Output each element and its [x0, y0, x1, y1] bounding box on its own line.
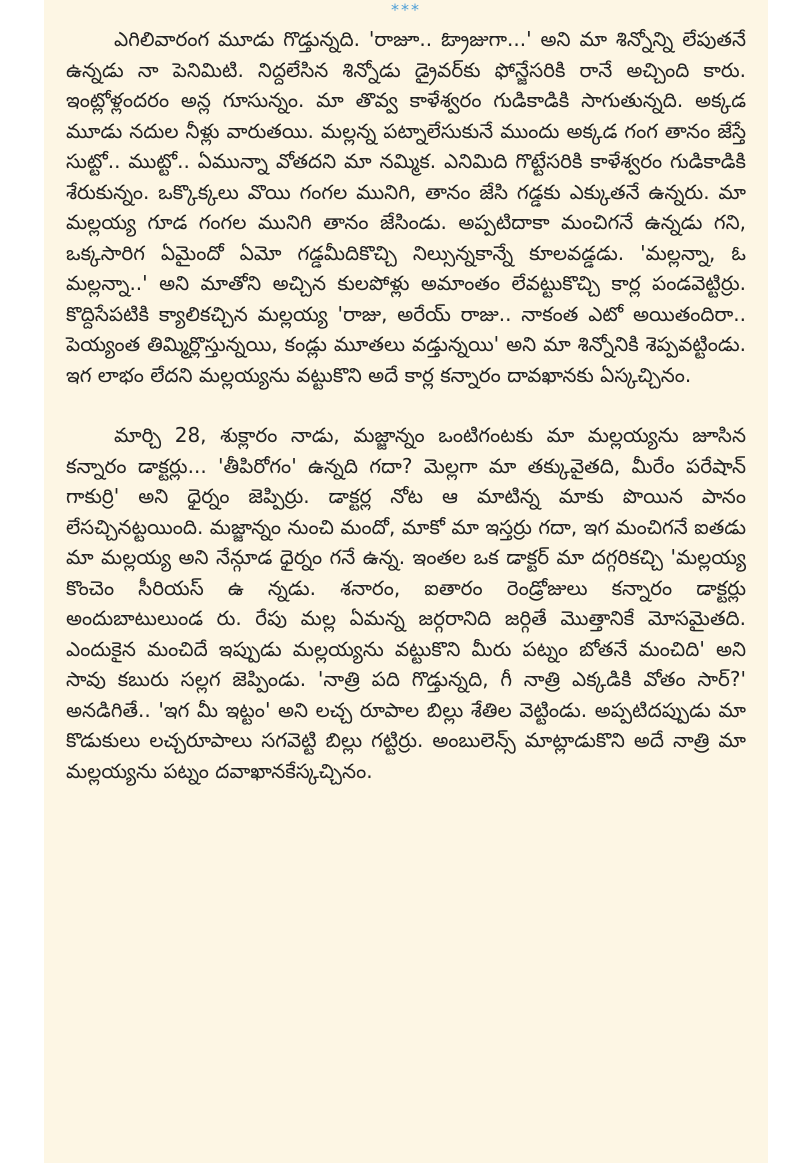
article-page [44, 0, 768, 1163]
paragraph-kaleshwaram: ఎగిలివారంగ మూడు గొడ్తున్నది. 'రాజూ.. ఓ్రాజుగా...' అని మా శిన్నోన్ని లేపుతనే ఉన్నడు నా పెనిమిటి. నిద్దలేసిన శిన్నోడు డ్రైవర్‌కు ఫోన్జేసరికి రానే అచ్చింది కారు. ఇంట్లోళ్లందరం అన్ల గూసున్నం. మా తొవ్వ కాళేశ్వరం గుడికాడికి సాగుతున్నది. అక్కడ మూడు నదుల నీళ్లు వారుతయి. మల్లన్న పట్నాలేసుకునే ముందు అక్కడ గంగ తానం జేస్తే సుట్టో.. ముట్టో.. ఏమున్నా వోతదని మా నమ్మిక. ఎనిమిది గొట్టేసరికి కాళేశ్వరం గుడికాడికి శేరుకున్నం. ఒక్కొక్కలు వొయి గంగల మునిగి, తానం జేసి గడ్డకు ఎక్కుతనే ఉన్నరు. మా మల్లయ్య గూడ గంగల మునిగి తానం జేసిండు. అప్పటిదాకా మంచిగనే ఉన్నడు గని, ఒక్కసారిగ ఏమైందో ఏమో గడ్డమీదికొచ్చి నిల్సున్నకాన్నే కూలవడ్డడు. 'మల్లన్నా, ఓ మల్లన్నా..' అని మాతోని అచ్చిన కులపోళ్లు అమాంతం లేవట్టుకొచ్చి కార్ల పండవెట్టిర్రు. కొద్దిసేపటికి క్యాలికచ్చిన మల్లయ్య 'రాజు, అరేయ్ రాజు.. నాకంత ఎటో అయితందిరా.. పెయ్యంత తిమ్మిర్లొస్తున్నయి, కండ్లు మూతలు వడ్తున్నయి' అని మా శిన్నోనికి శెప్పవట్టిండు. ఇగ లాభం లేదని మల్లయ్యను వట్టుకొని అదే కార్ల కన్నారం దావఖానకు ఏస్కచ్చినం. [66, 27, 746, 387]
section-break-ornament: *** [391, 0, 421, 19]
paragraph-hospital: మార్చి 28, శుక్లారం నాడు, మజ్జాన్నం ఒంటిగంటకు మా మల్లయ్యను జూసిన కన్నారం డాక్టర్లు... 'తీపిరోగం' ఉన్నది గదా? మెల్లగా మా తక్కువైతది, మీరేం పరేషాన్ గాకుర్రి' అని ధైర్నం జెప్పిర్రు. డాక్టర్ల నోట ఆ మాటిన్న మాకు పొయిన పానం లేసచ్చినట్టయింది. మజ్జాన్నం నుంచి మందో, మాకో మా ఇస్తర్రు గదా, ఇగ మంచిగనే ఐతడు మా మల్లయ్య అని నేన్గూడ ధైర్నం గనే ఉన్న. ఇంతల ఒక డాక్టర్ మా దగ్గరికచ్చి 'మల్లయ్య కొంచెం సీరియస్ ఉ న్నడు. శనారం, ఐతారం రెండ్రోజులు కన్నారం డాక్టర్లు అందుబాటులుండ రు. రేపు మల్ల ఏమన్న జర్గరానిది జర్గితే మొత్తానికే మోసమైతది. ఎందుకైన మంచిదే ఇప్పుడు మల్లయ్యను వట్టుకొని మీరు పట్నం బోతనే మంచిది' అని సావు కబురు సల్లగ జెప్పిండు. 'నాత్రి పది గొడ్తున్నది, గీ నాత్రి ఎక్కడికి వోతం సార్?' అనడిగితే.. 'ఇగ మీ ఇట్టం' అని లచ్చ రూపాల బిల్లు శేతిల వెట్టిండు. అప్పటిదప్పుడు మా కొడుకులు లచ్చరూపాలు సగవెట్టి బిల్లు గట్టిర్రు. అంబులెన్స్ మాట్లాడుకొని అదే నాత్రి మా మల్లయ్యను పట్నం దవాఖానకేస్కచ్చినం. [66, 423, 746, 783]
